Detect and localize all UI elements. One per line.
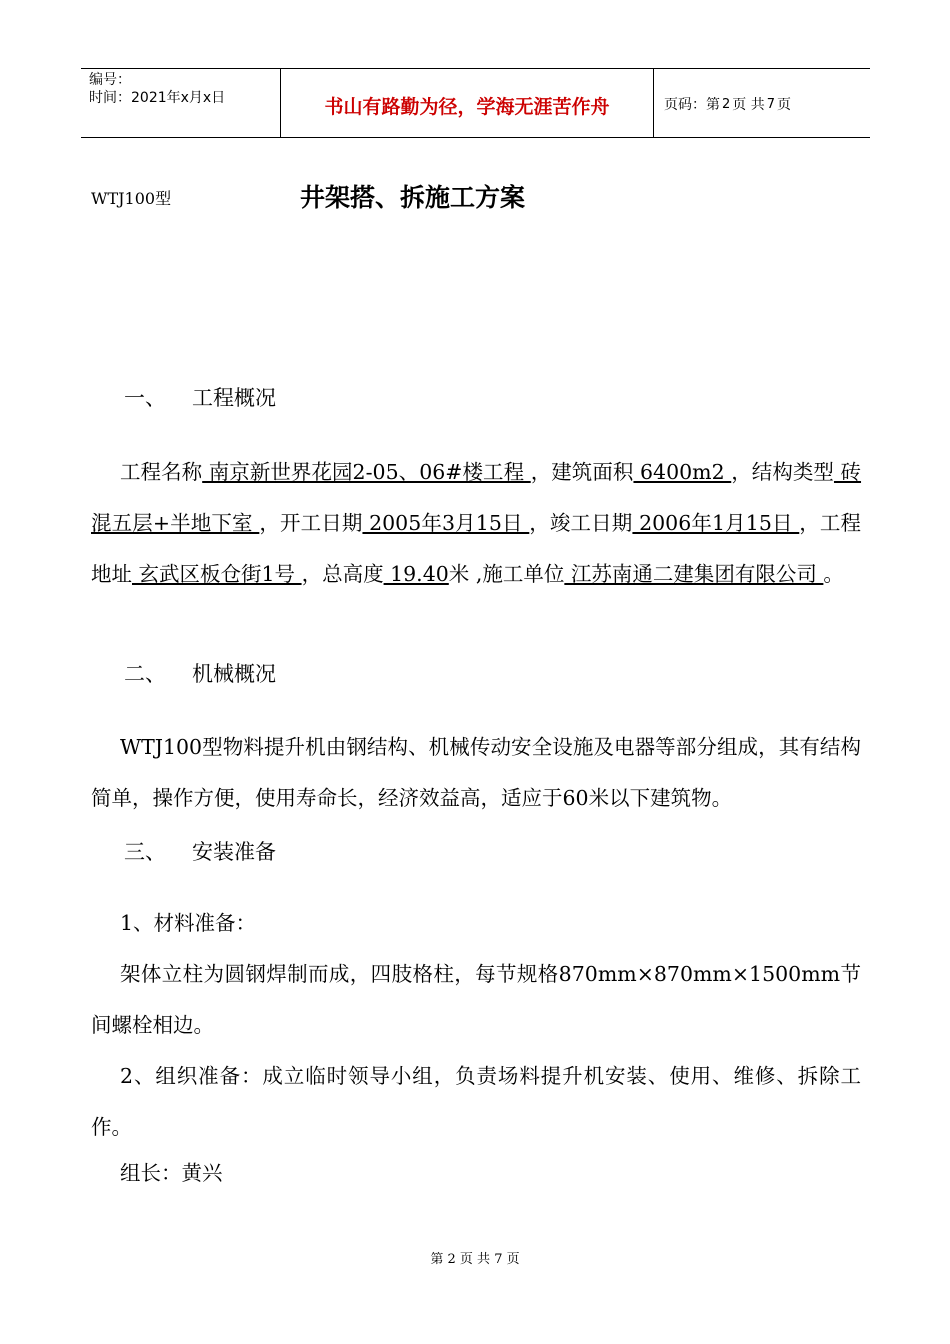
- overview-paragraph: [91, 447, 861, 600]
- material-paragraph: [91, 949, 861, 1051]
- serial-label: 编号：: [89, 72, 131, 88]
- section-number: 三、: [124, 840, 166, 864]
- project-address: 玄武区板仓街1号: [132, 562, 302, 586]
- structure-type: 砖混五层+半地下室: [91, 460, 862, 535]
- time-label: 时间：2021年x月x日: [89, 90, 226, 106]
- contractor: 江苏南通二建集团有限公司: [564, 562, 824, 586]
- machine-paragraph: [91, 722, 861, 824]
- model-label: WTJ100型: [91, 189, 172, 208]
- material-text: 架体立柱为圆钢焊制而成，四肢格柱，每节规格870mm×870mm×1500mm节间螺栓相边。: [91, 962, 861, 1037]
- overview-text: ，总高度: [301, 562, 384, 586]
- building-area: 6400m2: [633, 460, 732, 484]
- page-footer: 第 2 页 共 7 页: [430, 1252, 520, 1267]
- overview-text: 工程名称: [120, 460, 203, 484]
- organization-paragraph: [91, 1051, 861, 1153]
- total-height: 19.40: [383, 562, 449, 586]
- overview-text: ，竣工日期: [529, 511, 633, 535]
- overview-text: ，建筑面积: [530, 460, 634, 484]
- header-table: [81, 68, 870, 138]
- section-number: 二、: [124, 662, 166, 686]
- section-heading-machine: [124, 658, 276, 688]
- header-page-info: [654, 69, 870, 137]
- section-heading-prep: [124, 836, 276, 866]
- section-title: 工程概况: [192, 386, 276, 410]
- section-title: 安装准备: [192, 840, 276, 864]
- leader-text: 组长：黄兴: [120, 1161, 223, 1185]
- material-heading: [91, 898, 256, 949]
- page-suffix: 页: [777, 97, 792, 113]
- document-title: 井架搭、拆施工方案: [300, 183, 526, 212]
- overview-text: ，结构类型: [731, 460, 834, 484]
- organization-text: 2、组织准备：成立临时领导小组，负责场料提升机安装、使用、维修、拆除工作。: [91, 1064, 861, 1139]
- page-prefix: 页码：第: [664, 97, 720, 113]
- section-heading-overview: [124, 382, 276, 412]
- overview-text: ，工程地址: [91, 511, 862, 586]
- overview-text: 。: [823, 562, 844, 586]
- overview-text: ，开工日期: [259, 511, 363, 535]
- project-name: 南京新世界花园2-05、06#楼工程: [202, 460, 531, 484]
- start-date: 2005年3月15日: [362, 511, 530, 535]
- page-current: 2: [722, 96, 731, 112]
- header-motto: 书山有路勤为径，学海无涯苦作舟: [281, 69, 654, 137]
- section-title: 机械概况: [192, 662, 276, 686]
- end-date: 2006年1月15日: [632, 511, 800, 535]
- overview-text: 米 ,施工单位: [448, 562, 565, 586]
- header-meta-cell: [81, 69, 281, 137]
- page-mid: 页 共: [732, 97, 765, 113]
- page-total: 7: [766, 96, 776, 112]
- section-number: 一、: [124, 386, 166, 410]
- material-heading-text: 1、材料准备：: [120, 911, 257, 935]
- leader-line: [91, 1148, 223, 1199]
- machine-text: WTJ100型物料提升机由钢结构、机械传动安全设施及电器等部分组成，其有结构简单，操作方便，使用寿命长，经济效益高，适应于60米以下建筑物。: [91, 735, 861, 810]
